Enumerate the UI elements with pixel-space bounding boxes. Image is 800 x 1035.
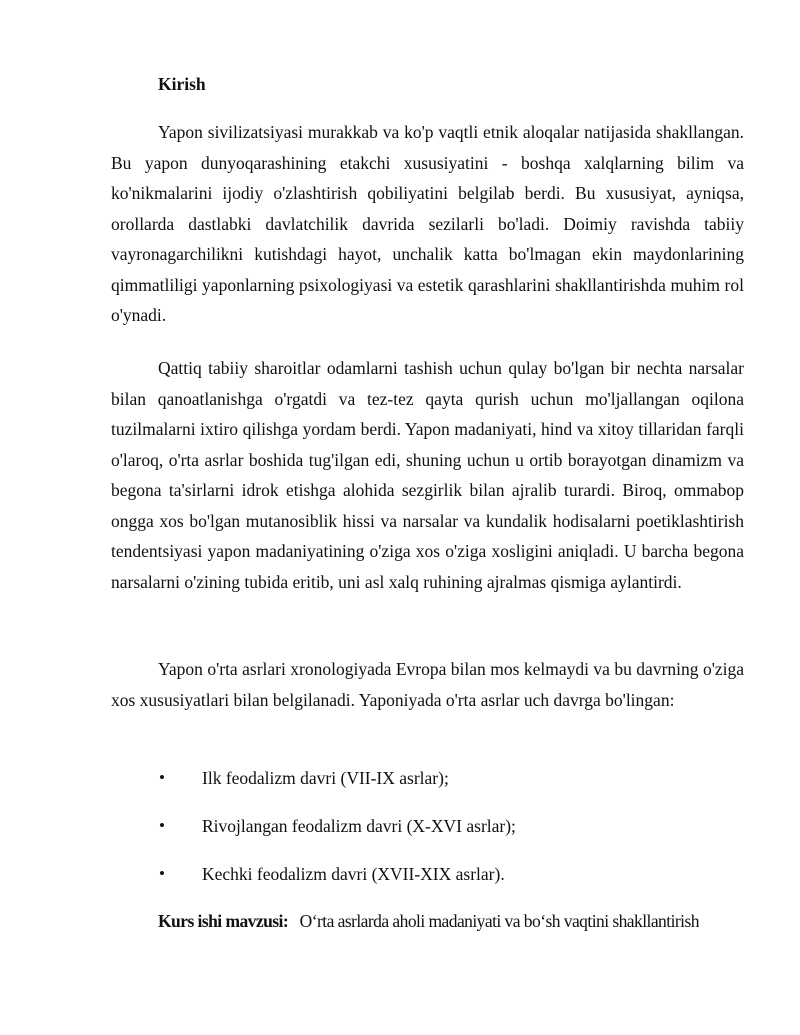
list-item <box>111 812 744 860</box>
course-topic <box>158 906 744 936</box>
list-item <box>111 860 744 908</box>
paragraph-intro: Yapon sivilizatsiyasi murakkab va ko'p vaqtli etnik aloqalar natijasida shakllangan. Bu yapon dunyoqarashining etakchi xususiyatini - boshqa xalqlarning bilim va ko'nikmalarini ijodiy o'zlashtirish qobiliyatini belgilab berdi. Bu xususiyat, ayniqsa, orollarda dastlabki davlatchilik davrida sezilarli bo'ladi. Doimiy ravishda tabiiy vayronagarchilikni kutishdagi hayot, unchalik katta bo'lmagan ekin maydonlarining qimmatliligi yaponlarning psixologiyasi va estetik qarashlarini shakllantirishda muhim rol o'ynadi. <box>111 122 744 325</box>
paragraph-chronology: Yapon o'rta asrlari xronologiyada Evropa bilan mos kelmaydi va bu davrning o'ziga xos xususiyatlari bilan belgilanadi. Yaponiyada o'rta asrlar uch davrga bo'lingan: <box>111 659 744 710</box>
bullet-icon: • <box>159 768 165 787</box>
bullet-icon: • <box>159 864 165 883</box>
list-item-text: Rivojlangan feodalizm davri (X-XVI asrlar); <box>202 816 516 836</box>
bullet-icon: • <box>159 816 165 835</box>
section-heading: Kirish <box>158 74 206 94</box>
topic-text: O‘rta asrlarda aholi madaniyati va bo‘sh vaqtini shakllantirish <box>299 911 699 931</box>
topic-spacer <box>292 911 296 931</box>
list-item-text: Ilk feodalizm davri (VII-IX asrlar); <box>202 768 449 788</box>
list-item-text: Kechki feodalizm davri (XVII-XIX asrlar). <box>202 864 505 884</box>
list-item <box>111 764 744 812</box>
paragraph-conditions: Qattiq tabiiy sharoitlar odamlarni tashish uchun qulay bo'lgan bir nechta narsalar bilan qanoatlanishga o'rgatdi va tez-tez qayta qurish uchun mo'ljallangan oqilona tuzilmalarni ixtiro qilishga yordam berdi. Yapon madaniyati, hind va xitoy tillaridan farqli o'laroq, o'rta asrlar boshida tug'ilgan edi, shuning uchun u ortib borayotgan dinamizm va begona ta'sirlarni idrok etishga alohida sezgirlik bilan ajralib turardi. Biroq, ommabop ongga xos bo'lgan mutanosiblik hissi va narsalar va kundalik hodisalarni poetiklashtirish tendentsiyasi yapon madaniyatining o'ziga xos o'ziga xosligini aniqladi. U barcha begona narsalarni o'zining tubida eritib, uni asl xalq ruhining ajralmas qismiga aylantirdi. <box>111 358 744 592</box>
period-list <box>111 764 744 908</box>
topic-label: Kurs ishi mavzusi: <box>158 911 289 931</box>
